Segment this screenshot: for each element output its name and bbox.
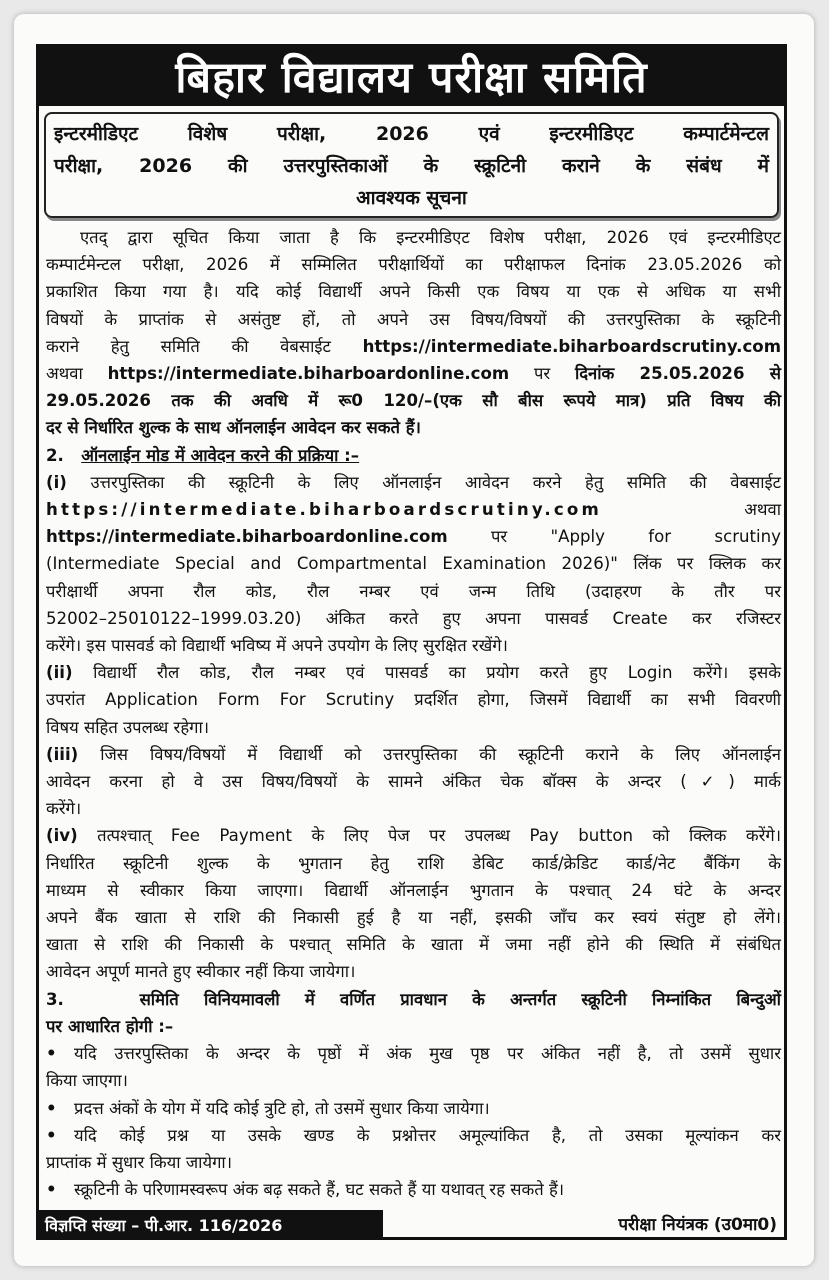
- section-2: [46, 442, 781, 986]
- step-iv-line-3: माध्यम से स्वीकार किया जाएगा। विद्यार्थी ऑनलाईन भुगतान के पश्चात् 24 घंटे के अन्दर: [46, 880, 781, 900]
- subject-line-1: इन्टरमीडिएट विशेष परीक्षा, 2026 एवं इन्टरमीडिएट कम्पार्टमेन्टल: [54, 123, 769, 145]
- step-i-line-3: [46, 523, 781, 550]
- step-iii-line-1: [46, 741, 781, 768]
- step-i-line-4: (Intermediate Special and Compartmental Examination 2026)" लिंक पर क्लिक कर: [46, 554, 781, 574]
- step-i-apply-text: पर "Apply for scrutiny: [490, 527, 781, 547]
- subject-box: [44, 112, 779, 218]
- step-ii-line-1: [46, 659, 781, 686]
- section-3-heading-1: समिति विनियमावली में वर्णित प्रावधान के अन्तर्गत स्क्रूटिनी निम्नांकित बिन्दुओं: [139, 989, 781, 1009]
- section-3: [46, 986, 781, 1204]
- step-iii-line-3: करेंगे।: [46, 799, 82, 819]
- section-2-number: 2.: [46, 445, 64, 465]
- section-2-heading-row: [46, 442, 781, 469]
- section-3-number: 3.: [46, 989, 64, 1009]
- step-iv-line-2: निर्धारित स्क्रूटिनी शुल्क के भुगतान हेतु राशि डेबिट कार्ड/क्रेडिट कार्ड/नेट बैंकिंग के: [46, 853, 781, 873]
- step-iv-line-1: [46, 822, 781, 849]
- intro-line-6: [46, 360, 781, 387]
- intro-on-text: पर: [533, 364, 551, 384]
- section-2-heading: ऑनलाईन मोड में आवेदन करने की प्रक्रिया :–: [81, 445, 360, 465]
- bullet-icon: •: [46, 1098, 57, 1118]
- bullet-1-line-2: किया जाएगा।: [46, 1071, 128, 1091]
- signatory: परीक्षा नियंत्रक (उ0मा0): [618, 1215, 777, 1235]
- step-ii-text-1: विद्यार्थी रौल कोड, रौल नम्बर एवं पासवर्ड का प्रयोग करते हुए Login करेंगे। इसके: [93, 663, 782, 683]
- bullet-3-line-2: प्राप्तांक में सुधार किया जायेगा।: [46, 1152, 233, 1172]
- step-iv-line-5: खाता से राशि की निकासी के पश्चात् समिति के खाता में जमा नहीं होने की स्थिति में संबंधित: [46, 935, 781, 955]
- step-i-line-6: 52002–25010122–1999.03.20) अंकित करते हुए अपना पासवर्ड Create कर रजिस्टर: [46, 608, 781, 628]
- step-iv-marker: (iv): [46, 826, 78, 846]
- step-ii-line-2: उपरांत Application Form For Scrutiny प्रदर्शित होगा, जिसमें विद्यार्थी का सभी विवरणी: [46, 690, 781, 710]
- notice-footer: [36, 1210, 787, 1242]
- step-i-line-7: करेंगे। इस पासवर्ड को विद्यार्थी भविष्य में अपने उपयोग के लिए सुरक्षित रखेंगे।: [46, 636, 508, 656]
- step-iii-text-1: जिस विषय/विषयों में विद्यार्थी को उत्तरपुस्तिका की स्क्रूटिनी कराने के लिए ऑनलाईन: [100, 744, 781, 764]
- step-i-line-1: [46, 469, 781, 496]
- bullet-icon: •: [46, 1125, 57, 1145]
- step-i-text-1: उत्तरपुस्तिका की स्क्रूटिनी के लिए ऑनलाईन आवेदन करने हेतु समिति की वेबसाईट: [90, 472, 781, 492]
- step-iv-line-4: अपने बैंक खाता से राशि की निकासी हुई है या नहीं, इसकी जाँच कर स्वयं संतुष्ट हो लेंगे।: [46, 908, 781, 928]
- intro-line-5: [46, 333, 781, 360]
- bullet-icon: •: [46, 1044, 57, 1064]
- step-i-scrutiny-link[interactable]: https://intermediate.biharboardscrutiny.com: [46, 500, 603, 520]
- intro-or-text: अथवा: [46, 364, 83, 384]
- step-iii-line-2: आवेदन करना हो वे उस विषय/विषयों के सामने अंकित चेक बॉक्स के अन्दर (✓) मार्क: [46, 772, 781, 792]
- subject-line-3: आवश्यक सूचना: [356, 187, 467, 209]
- section-3-heading-row: [46, 986, 781, 1013]
- step-i-online-link[interactable]: https://intermediate.biharboardonline.com: [46, 527, 448, 547]
- step-i-line-5: परीक्षार्थी अपना रौल कोड, रौल नम्बर एवं जन्म तिथि (उदाहरण के तौर पर: [46, 581, 781, 601]
- intro-line-8: दर से निर्धारित शुल्क के साथ ऑनलाईन आवेदन कर सकते हैं।: [46, 418, 421, 438]
- intro-line-1: एतद् द्वारा सूचित किया जाता है कि इन्टरमीडिएट विशेष परीक्षा, 2026 एवं इन्टरमीडिएट: [80, 228, 781, 247]
- step-ii-marker: (ii): [46, 663, 73, 683]
- step-iv-text-1: तत्पश्चात् Fee Payment के लिए पेज पर उपलब्ध Pay button को क्लिक करेंगे।: [97, 826, 781, 846]
- bullet-3-line-1: यदि कोई प्रश्न या उसके खण्ड के प्रश्नोत्तर अमूल्यांकित है, तो उसका मूल्यांकन कर: [74, 1125, 781, 1145]
- scrutiny-website-link[interactable]: https://intermediate.biharboardscrutiny.com: [362, 336, 781, 356]
- list-item: [46, 1122, 781, 1149]
- list-item: [46, 1176, 781, 1203]
- step-iv-line-6: आवेदन अपूर्ण मानते हुए स्वीकार नहीं किया जायेगा।: [46, 962, 356, 982]
- subject-line-2: परीक्षा, 2026 की उत्तरपुस्तिकाओं के स्क्रूटिनी कराने के संबंध में: [54, 155, 769, 177]
- step-ii-line-3: विषय सहित उपलब्ध रहेगा।: [46, 717, 210, 737]
- step-i-line-2: [46, 496, 781, 523]
- board-title: [36, 44, 787, 106]
- notice-number: [39, 1210, 383, 1240]
- intro-line-3: प्रकाशित किया गया है। यदि कोई विद्यार्थी अपने किसी एक विषय या एक से अधिक या सभी: [46, 282, 781, 302]
- board-title-text: बिहार विद्यालय परीक्षा समिति: [175, 52, 648, 103]
- list-item: [46, 1040, 781, 1067]
- notice-number-text: विज्ञप्ति संख्या – पी.आर. 116/2026: [45, 1216, 283, 1235]
- step-iii-marker: (iii): [46, 744, 79, 764]
- notice-body: [46, 224, 781, 1203]
- intro-paragraph: [46, 224, 781, 442]
- intro-line-4: विषयों के प्राप्तांक से असंतुष्ट हों, तो अपने उस विषय/विषयों की उत्तरपुस्तिका के स्क्रूटिनी: [46, 309, 781, 329]
- bullet-2-line-1: प्रदत्त अंकों के योग में यदि कोई त्रुटि हो, तो उसमें सुधार किया जायेगा।: [74, 1098, 490, 1118]
- bullet-1-line-1: यदि उत्तरपुस्तिका के अन्दर के पृष्ठों में अंक मुख पृष्ठ पर अंकित नहीं है, तो उसमें सुधार: [74, 1044, 781, 1064]
- intro-line-2: कम्पार्टमेन्टल परीक्षा, 2026 में सम्मिलित परीक्षार्थियों का परीक्षाफल दिनांक 23.05.2026 को: [46, 255, 781, 275]
- intro-line-5-text: कराने हेतु समिति की वेबसाईट: [46, 336, 331, 356]
- bullet-icon: •: [46, 1180, 57, 1200]
- intro-line-7: 29.05.2026 तक की अवधि में रू0 120/–(एक सौ बीस रूपये मात्र) प्रति विषय की: [46, 391, 781, 411]
- intro-date-from: दिनांक 25.05.2026 से: [574, 364, 781, 384]
- step-i-marker: (i): [46, 472, 67, 492]
- online-website-link[interactable]: https://intermediate.biharboardonline.com: [107, 364, 510, 384]
- bullet-4-line-1: स्क्रूटिनी के परिणामस्वरूप अंक बढ़ सकते हैं, घट सकते हैं या यथावत् रह सकते हैं।: [74, 1180, 565, 1200]
- step-i-or-text: अथवा: [744, 500, 781, 520]
- list-item: [46, 1095, 781, 1122]
- section-3-heading-2: पर आधारित होगी :–: [46, 1016, 174, 1036]
